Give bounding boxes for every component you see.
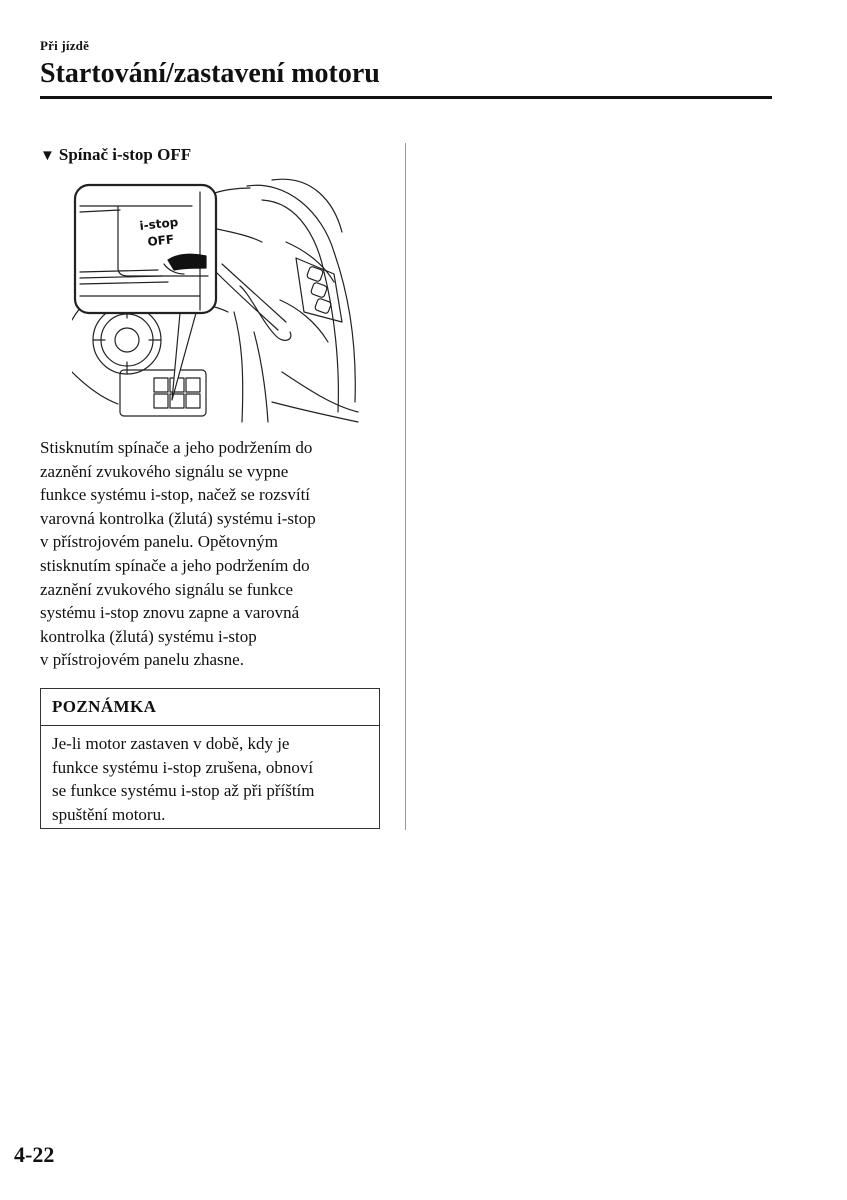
note-box [40,688,380,829]
body-text [40,436,390,672]
note-text: Je-li motor zastaven v době, kdy je funkce systému i-stop zrušena, obnoví se funkce systému i-stop až při příštím spuštění motoru. [52,734,315,824]
istop-switch-illustration [72,172,362,427]
title-rule [40,96,772,99]
switch-label-off: OFF [146,232,175,249]
page-title: Startování/zastavení motoru [40,58,380,89]
column-divider [405,143,406,830]
section-heading-text: Spínač i-stop OFF [58,145,192,164]
breadcrumb: Při jízdě [40,38,90,53]
body-paragraph: Stisknutím spínače a jeho podržením do zaznění zvukového signálu se vypne funkce systému i-stop, načež se rozsvítí varovná kontrolka (žlutá) systému i-stop v přístrojovém panelu. Opětovným stisknutím spínače a jeho podržením do zaznění zvukového signálu se funkce systému i-stop znovu zapne a varovná kontrolka (žlutá) systému i-stop v přístrojovém panelu zhasne. [40,438,316,670]
section-heading [40,144,191,167]
switch-label-istop: i-stop [138,215,179,233]
triangle-down-icon: ▼ [40,148,55,164]
page-number: 4-22 [14,1142,55,1167]
note-header: POZNÁMKA [41,689,379,726]
